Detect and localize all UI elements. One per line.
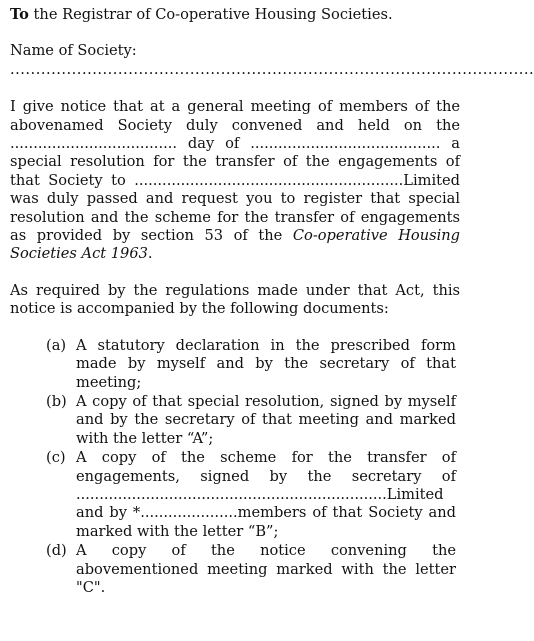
addressee-line [10,6,460,24]
list-item-text: A copy of the notice convening the abovementioned meeting marked with the letter "C". [76,542,456,596]
notice-text: I give notice that at a general meeting of members of the abovenamed Society duly convened and held on the .................................... day of ......................................... a special resolution for the transfer of the engagements of that Society to ..........................................................Limited was duly passed and request you to register that special resolution and the scheme for the transfer of engagements as provided by section 53 of the [10,98,460,245]
notice-text-end: . [147,245,153,263]
society-name-blank: ...................................................................................................... [10,60,534,78]
list-item-marker: (d) [46,542,67,560]
list-item-text: A statutory declaration in the prescribed form made by myself and by the secretary of that meeting; [76,336,456,391]
list-item-marker: (a) [46,336,67,354]
act-name: Co-operative Housing Societies Act 1963 [10,227,461,263]
addressee-registrar: the Registrar of Co-operative Housing Societies. [28,6,393,23]
addressee-to: To [10,6,29,23]
list-item-marker: (b) [46,392,67,410]
documents-list [10,337,460,598]
documents-intro: As required by the regulations made under that Act, this notice is accompanied by the following documents: [10,281,460,318]
list-item [10,449,460,541]
list-item-text: A copy of the scheme for the transfer of engagements, signed by the secretary of ...................................................................Limited and by *.....................members of that Society and marked with the letter “B”; [76,449,456,540]
society-name-label: Name of Society: [10,42,137,60]
list-item [10,337,460,392]
list-item-marker: (c) [46,449,66,467]
list-item-text: A copy of that special resolution, signed by myself and by the secretary of that meeting and marked with the letter “A”; [76,392,456,447]
notice-paragraph [10,98,460,264]
list-item [10,393,460,448]
list-item [10,542,460,597]
